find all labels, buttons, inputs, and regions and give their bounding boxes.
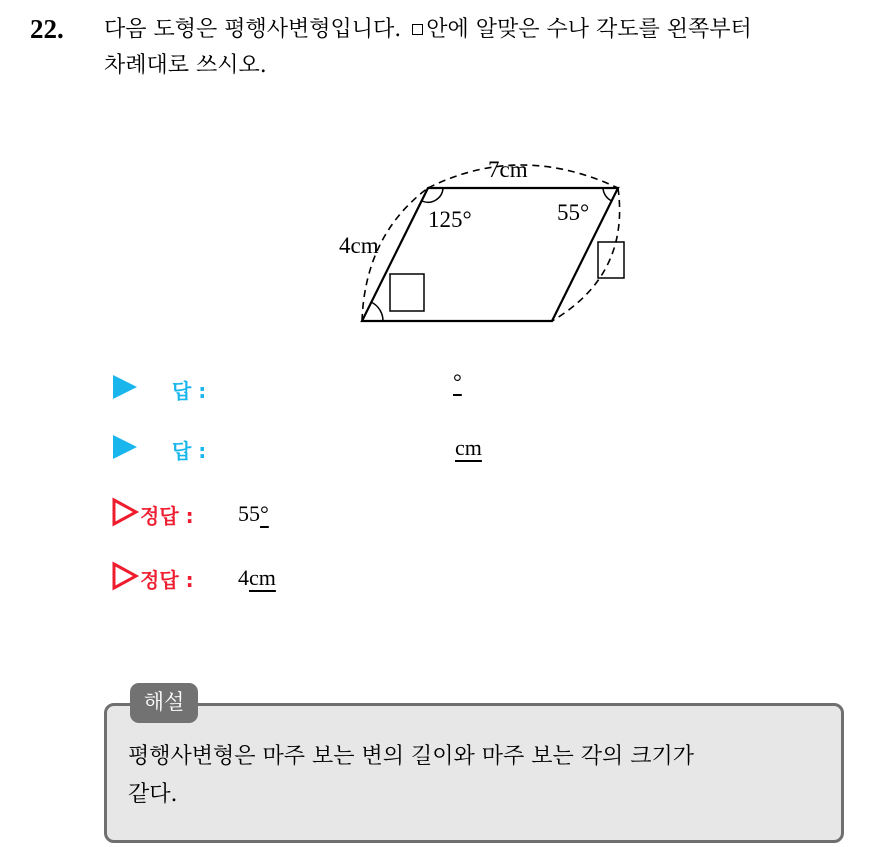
answer-row-1: [110, 367, 510, 407]
explanation-text: [128, 738, 828, 814]
answer-label: 답 :: [172, 439, 207, 463]
solution-row-2: [110, 556, 410, 596]
explanation-line-1: 평행사변형은 마주 보는 변의 길이와 마주 보는 각의 크기가: [128, 744, 694, 769]
answer-unit: cm: [455, 435, 482, 460]
solution-number: 4: [238, 565, 249, 590]
solution-label: 정답 :: [140, 568, 194, 592]
small-square-icon: [412, 24, 423, 35]
solution-row-1: [110, 492, 410, 532]
top-side-label: 7cm: [488, 157, 528, 182]
solution-label: 정답 :: [140, 504, 194, 528]
question-line-2: 차례대로 쓰시오.: [104, 53, 267, 78]
triangle-outline-icon: [110, 492, 140, 532]
angle-label-55: 55°: [557, 200, 590, 225]
parallelogram-figure: [330, 140, 640, 335]
explanation-tag: 해설: [130, 683, 198, 723]
question-text-part-b: 안에 알맞은 수나 각도를 왼쪽부터: [426, 17, 752, 42]
question-text-part-a: 다음 도형은 평행사변형입니다.: [104, 17, 402, 42]
triangle-filled-icon: [110, 367, 140, 407]
explanation-line-2: 같다.: [128, 782, 178, 807]
triangle-outline-icon: [110, 556, 140, 596]
solution-value: [238, 501, 269, 527]
solution-value: [238, 565, 276, 591]
answer-unit: °: [453, 369, 462, 394]
angle-label-125: 125°: [428, 207, 472, 232]
solution-number: 55: [238, 501, 260, 526]
left-side-label: 4cm: [339, 233, 379, 258]
question-line-1: [104, 12, 874, 48]
angle-arc-bottom-left: [371, 302, 383, 321]
angle-arc-top-right: [603, 188, 612, 201]
solution-unit: °: [260, 501, 269, 526]
solution-unit: cm: [249, 565, 276, 590]
triangle-filled-icon: [110, 427, 140, 467]
right-answer-box: [598, 242, 624, 278]
left-answer-box: [390, 274, 424, 311]
answer-row-2: [110, 427, 510, 467]
question-number: 22.: [30, 14, 64, 44]
question-text: [104, 12, 874, 84]
answer-label: 답 :: [172, 379, 207, 403]
